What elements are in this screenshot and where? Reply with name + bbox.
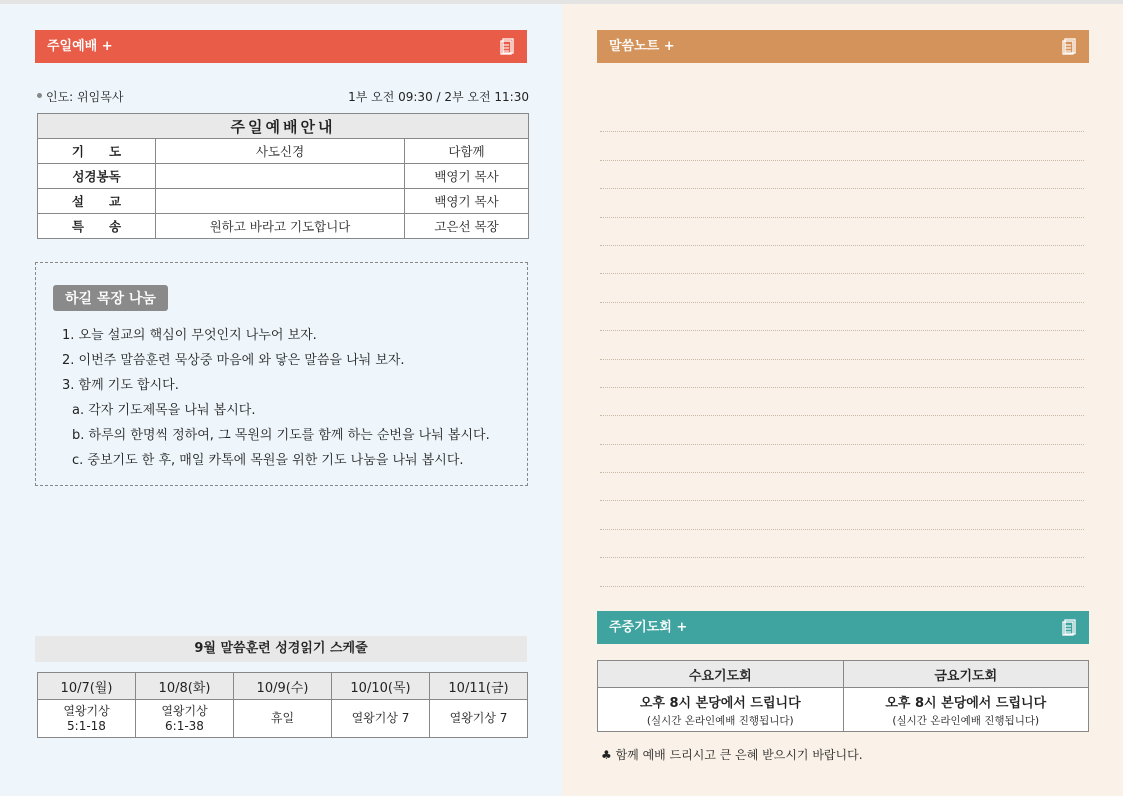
reading-book: 열왕기상 7 (449, 711, 508, 725)
row-person: 백영기 목사 (405, 164, 529, 189)
weekday-prayer-header[interactable] (597, 611, 1089, 644)
row-person: 고은선 목장 (405, 214, 529, 239)
sharing-list (62, 323, 490, 473)
reading-book: 열왕기상 (63, 703, 110, 718)
document-icon (500, 38, 515, 55)
list-item: 3. 함께 기도 합시다. (62, 378, 179, 393)
schedule-day: 10/11(금) (430, 673, 528, 700)
row-label: 성경봉독 (38, 164, 156, 189)
schedule-reading (38, 700, 136, 738)
sermon-note-title: 말씀노트 + (609, 39, 675, 54)
row-label: 설 교 (38, 189, 156, 214)
sunday-worship-title: 주일예배 + (47, 39, 113, 54)
note-line (600, 501, 1084, 529)
schedule-reading (332, 700, 430, 738)
note-line (600, 161, 1084, 189)
schedule-day: 10/10(목) (332, 673, 430, 700)
prayer-col-friday: 금요기도회 (843, 661, 1089, 688)
prayer-time: 오후 8시 본당에서 드립니다 (639, 695, 801, 711)
schedule-reading (234, 700, 332, 738)
list-subitem: b. 하루의 한명씩 정하여, 그 목원의 기도를 함께 하는 순번을 나눠 봅시다. (72, 428, 490, 443)
note-line (600, 473, 1084, 501)
service-guide-table (37, 113, 529, 239)
note-line (600, 331, 1084, 359)
table-row (38, 214, 529, 239)
row-person: 다함께 (405, 139, 529, 164)
schedule-day: 10/9(수) (234, 673, 332, 700)
document-icon (1062, 619, 1077, 636)
list-subitem: c. 중보기도 한 후, 매일 카톡에 목원을 위한 기도 나눔을 나눠 봅시다. (72, 453, 464, 468)
list-item: 1. 오늘 설교의 핵심이 무엇인지 나누어 보자. (62, 328, 317, 343)
leader-info (37, 88, 123, 105)
list-item: 2. 이번주 말씀훈련 묵상중 마음에 와 닿은 말씀을 나눠 보자. (62, 353, 405, 368)
prayer-cell (598, 688, 844, 732)
schedule-reading (430, 700, 528, 738)
row-content: 사도신경 (156, 139, 405, 164)
schedule-reading (136, 700, 234, 738)
prayer-time: 오후 8시 본당에서 드립니다 (885, 695, 1047, 711)
row-label: 특 송 (38, 214, 156, 239)
leader-text: 인도: 위임목사 (46, 90, 124, 104)
note-line (600, 104, 1084, 132)
reading-book: 열왕기상 7 (351, 711, 410, 725)
prayer-note: (실시간 온라인예배 진행됩니다) (892, 714, 1040, 727)
note-line (600, 274, 1084, 302)
note-line (600, 303, 1084, 331)
sermon-note-header[interactable] (597, 30, 1089, 63)
reading-chapter: 5:1-18 (67, 718, 106, 733)
table-row (38, 164, 529, 189)
table-row (38, 189, 529, 214)
reading-schedule-table (37, 672, 528, 738)
sunday-worship-header[interactable] (35, 30, 527, 63)
weekday-prayer-title: 주중기도회 + (609, 620, 688, 635)
note-line (600, 445, 1084, 473)
service-times: 1부 오전 09:30 / 2부 오전 11:30 (348, 90, 529, 104)
note-line (600, 189, 1084, 217)
note-lines[interactable] (600, 104, 1084, 587)
closing-message: ♣ 함께 예배 드리시고 큰 은혜 받으시기 바랍니다. (601, 748, 863, 762)
note-line (600, 218, 1084, 246)
schedule-day: 10/7(월) (38, 673, 136, 700)
document-icon (1062, 38, 1077, 55)
note-line (600, 132, 1084, 160)
service-guide-title: 주일예배안내 (38, 114, 529, 139)
prayer-cell (843, 688, 1089, 732)
reading-chapter: 6:1-38 (165, 718, 204, 733)
note-line (600, 388, 1084, 416)
prayer-meeting-table (597, 660, 1089, 732)
list-subitem: a. 각자 기도제목을 나눠 봅시다. (72, 403, 256, 418)
schedule-day: 10/8(화) (136, 673, 234, 700)
row-content (156, 164, 405, 189)
table-row (38, 139, 529, 164)
group-sharing-box (35, 262, 528, 486)
note-line (600, 416, 1084, 444)
reading-book: 휴일 (270, 711, 295, 725)
prayer-note: (실시간 온라인예배 진행됩니다) (646, 714, 794, 727)
row-label: 기 도 (38, 139, 156, 164)
group-sharing-tag: 하길 목장 나눔 (53, 285, 168, 311)
row-content (156, 189, 405, 214)
reading-schedule-title: 9월 말씀훈련 성경읽기 스케줄 (35, 636, 527, 662)
note-line (600, 558, 1084, 586)
note-line (600, 530, 1084, 558)
row-person: 백영기 목사 (405, 189, 529, 214)
bullet-dot (37, 93, 42, 98)
note-line (600, 246, 1084, 274)
reading-book: 열왕기상 (161, 703, 208, 718)
note-line (600, 360, 1084, 388)
row-content: 원하고 바라고 기도합니다 (156, 214, 405, 239)
prayer-col-wednesday: 수요기도회 (598, 661, 844, 688)
